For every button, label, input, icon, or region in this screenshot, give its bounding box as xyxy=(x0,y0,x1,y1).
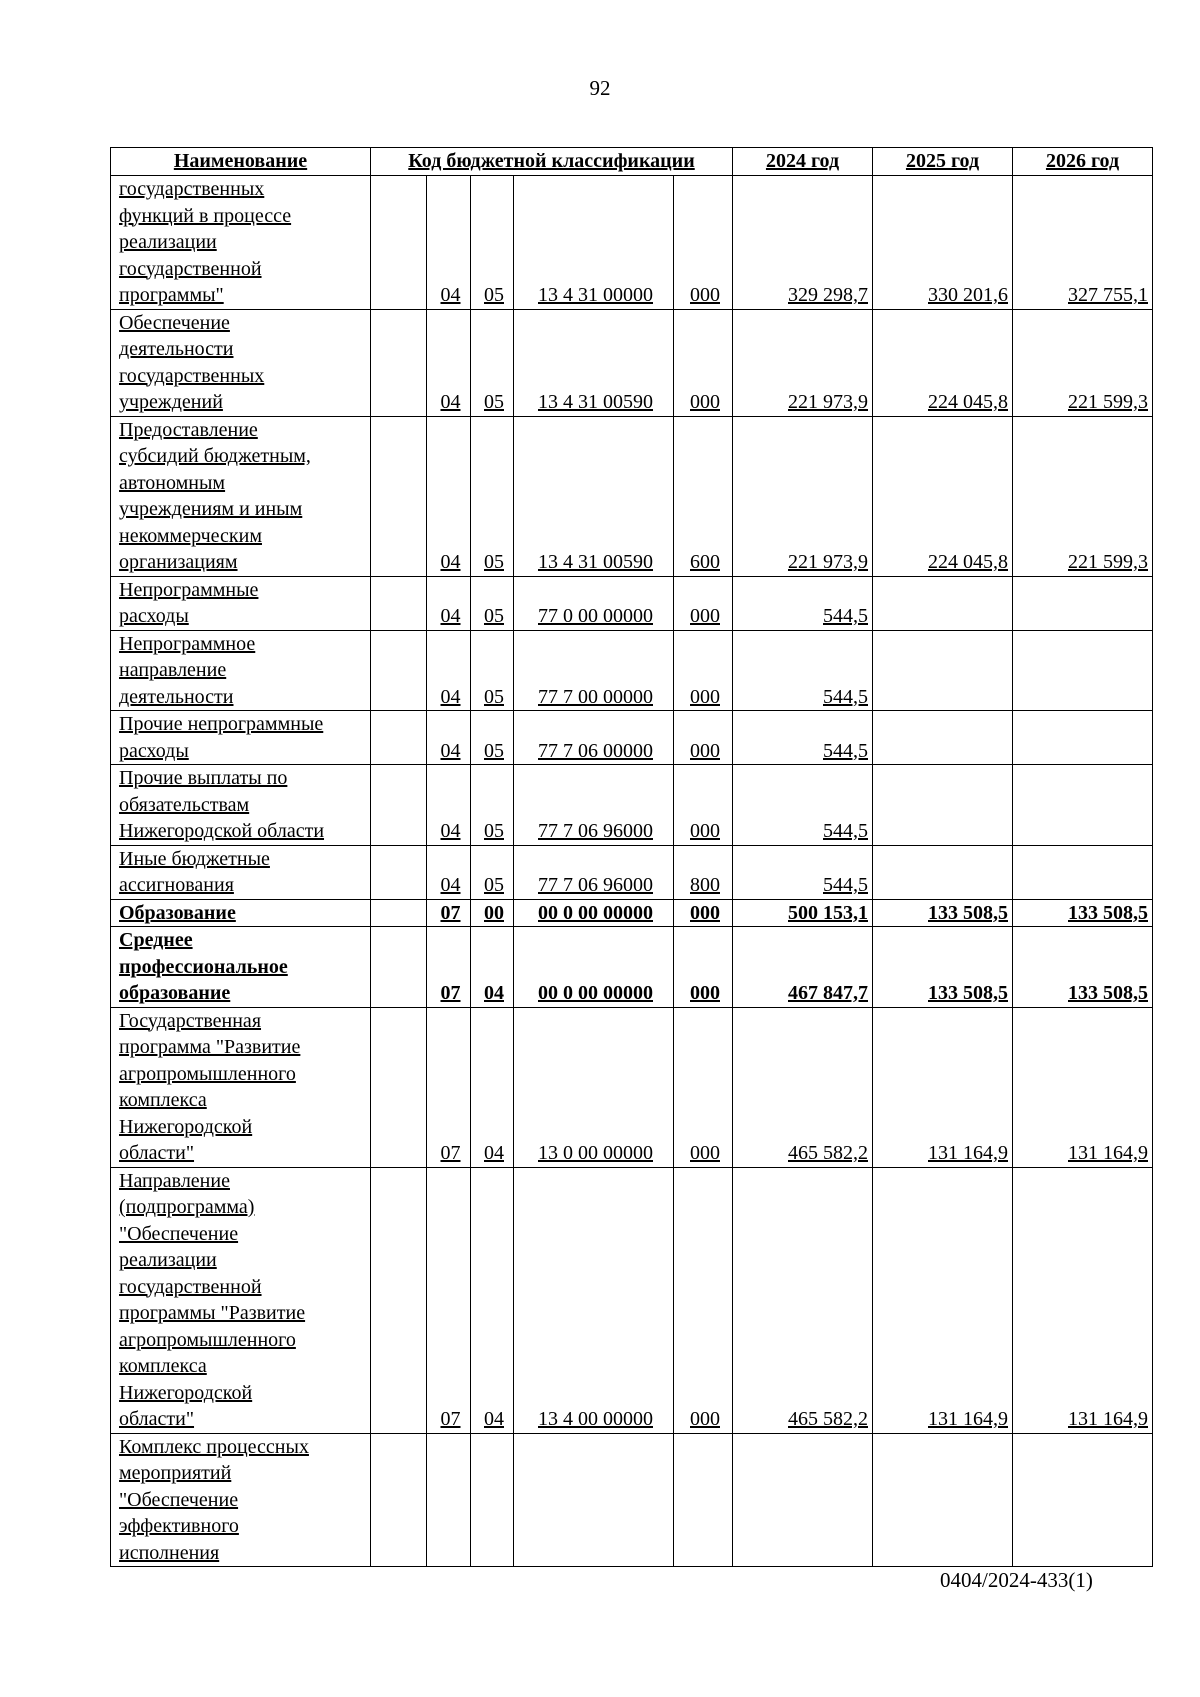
row-name-line: деятельности xyxy=(119,685,234,708)
row-name-line: Прочие выплаты по xyxy=(119,767,288,789)
row-name-line: (подпрограмма) xyxy=(119,1196,255,1218)
table-row xyxy=(111,711,1153,765)
row-name-line: Нижегородской xyxy=(119,1381,253,1404)
row-name xyxy=(111,176,371,310)
row-section: 04 xyxy=(427,630,471,711)
row-subsection: 04 xyxy=(471,1167,514,1433)
row-section: 07 xyxy=(427,1007,471,1167)
row-target-code: 13 4 31 00000 xyxy=(514,176,674,310)
row-value-2026 xyxy=(1013,1433,1153,1567)
budget-table xyxy=(110,147,1153,1567)
row-subsection: 00 xyxy=(471,899,514,927)
row-value-2024: 465 582,2 xyxy=(733,1007,873,1167)
row-name-line: Направление xyxy=(119,1169,230,1192)
header-name: Наименование xyxy=(111,148,371,176)
row-target-code: 77 0 00 00000 xyxy=(514,576,674,630)
row-expense-code: 000 xyxy=(674,927,733,1008)
row-name-line: государственной xyxy=(119,257,262,280)
row-name-line: профессиональное xyxy=(119,955,288,978)
row-target-code: 77 7 00 00000 xyxy=(514,630,674,711)
row-section: 07 xyxy=(427,1167,471,1433)
table-row xyxy=(111,1007,1153,1167)
row-name-line: Иные бюджетные xyxy=(119,847,270,870)
table-row xyxy=(111,765,1153,846)
row-empty-cell xyxy=(371,765,427,846)
row-name-line: ассигнования xyxy=(119,874,234,896)
row-name xyxy=(111,416,371,576)
row-empty-cell xyxy=(371,845,427,899)
row-subsection: 04 xyxy=(471,1007,514,1167)
row-expense-code: 000 xyxy=(674,899,733,927)
row-name-line: направление xyxy=(119,659,227,681)
row-subsection: 05 xyxy=(471,711,514,765)
row-section: 04 xyxy=(427,711,471,765)
row-empty-cell xyxy=(371,416,427,576)
row-name-line: образование xyxy=(119,982,231,1004)
row-value-2026 xyxy=(1013,576,1153,630)
row-value-2024: 329 298,7 xyxy=(733,176,873,310)
header-2025: 2025 год xyxy=(873,148,1013,176)
row-value-2025: 131 164,9 xyxy=(873,1007,1013,1167)
row-section: 07 xyxy=(427,899,471,927)
row-name xyxy=(111,765,371,846)
row-name-line: комплекса xyxy=(119,1355,207,1377)
row-subsection: 05 xyxy=(471,630,514,711)
row-section: 04 xyxy=(427,765,471,846)
row-name xyxy=(111,927,371,1008)
row-value-2025 xyxy=(873,1433,1013,1567)
table-row xyxy=(111,576,1153,630)
row-name xyxy=(111,845,371,899)
row-section: 04 xyxy=(427,845,471,899)
row-empty-cell xyxy=(371,711,427,765)
row-empty-cell xyxy=(371,576,427,630)
row-name-line: Образование xyxy=(119,901,236,924)
row-expense-code: 000 xyxy=(674,176,733,310)
row-subsection: 04 xyxy=(471,927,514,1008)
row-name-line: деятельности xyxy=(119,338,234,360)
row-name-line: государственных xyxy=(119,364,265,387)
row-empty-cell xyxy=(371,176,427,310)
row-value-2026: 131 164,9 xyxy=(1013,1167,1153,1433)
row-value-2024: 467 847,7 xyxy=(733,927,873,1008)
table-header-row xyxy=(111,148,1153,176)
row-value-2025: 131 164,9 xyxy=(873,1167,1013,1433)
row-name-line: государственной xyxy=(119,1275,262,1298)
row-value-2024: 221 973,9 xyxy=(733,309,873,416)
row-name-line: Предоставление xyxy=(119,418,258,441)
row-expense-code: 000 xyxy=(674,765,733,846)
table-row xyxy=(111,927,1153,1008)
row-name-line: государственных xyxy=(119,178,265,200)
row-name-line: автономным xyxy=(119,471,226,494)
row-name-line: "Обеспечение xyxy=(119,1222,239,1245)
row-empty-cell xyxy=(371,927,427,1008)
row-expense-code: 600 xyxy=(674,416,733,576)
row-value-2026: 221 599,3 xyxy=(1013,416,1153,576)
row-empty-cell xyxy=(371,899,427,927)
row-name-line: субсидий бюджетным, xyxy=(119,445,311,467)
row-name-line: Непрограммные xyxy=(119,578,259,601)
row-subsection: 05 xyxy=(471,309,514,416)
table-body xyxy=(111,176,1153,1567)
table-row xyxy=(111,899,1153,927)
row-name-line: Комплекс процессных xyxy=(119,1435,309,1458)
row-section: 04 xyxy=(427,416,471,576)
row-expense-code: 000 xyxy=(674,309,733,416)
row-name-line: "Обеспечение xyxy=(119,1488,239,1511)
row-target-code xyxy=(514,1433,674,1567)
row-subsection: 05 xyxy=(471,845,514,899)
row-value-2024: 544,5 xyxy=(733,845,873,899)
row-target-code: 77 7 06 00000 xyxy=(514,711,674,765)
row-value-2026: 133 508,5 xyxy=(1013,899,1153,927)
row-name-line: расходы xyxy=(119,605,189,627)
row-name-line: функций в процессе xyxy=(119,204,292,227)
row-empty-cell xyxy=(371,630,427,711)
row-value-2026 xyxy=(1013,711,1153,765)
row-value-2026 xyxy=(1013,765,1153,846)
row-name-line: области" xyxy=(119,1142,195,1164)
row-value-2026: 131 164,9 xyxy=(1013,1007,1153,1167)
row-value-2025: 224 045,8 xyxy=(873,416,1013,576)
row-expense-code: 000 xyxy=(674,630,733,711)
row-target-code: 00 0 00 00000 xyxy=(514,927,674,1008)
row-expense-code: 800 xyxy=(674,845,733,899)
row-expense-code: 000 xyxy=(674,711,733,765)
row-name-line: Государственная xyxy=(119,1009,262,1032)
row-expense-code: 000 xyxy=(674,576,733,630)
row-subsection: 05 xyxy=(471,765,514,846)
row-name-line: учреждений xyxy=(119,391,223,413)
document-id: 0404/2024-433(1) xyxy=(940,1568,1093,1592)
row-section: 04 xyxy=(427,309,471,416)
row-value-2024: 221 973,9 xyxy=(733,416,873,576)
row-name-line: реализации xyxy=(119,1249,217,1271)
row-subsection: 05 xyxy=(471,416,514,576)
row-section: 04 xyxy=(427,176,471,310)
header-2024: 2024 год xyxy=(733,148,873,176)
row-name-line: эффективного xyxy=(119,1515,239,1537)
table-row xyxy=(111,309,1153,416)
header-2026: 2026 год xyxy=(1013,148,1153,176)
header-code: Код бюджетной классификации xyxy=(371,148,733,176)
row-value-2025: 133 508,5 xyxy=(873,899,1013,927)
row-expense-code: 000 xyxy=(674,1167,733,1433)
row-name xyxy=(111,899,371,927)
row-target-code: 77 7 06 96000 xyxy=(514,765,674,846)
row-target-code: 13 0 00 00000 xyxy=(514,1007,674,1167)
row-empty-cell xyxy=(371,1167,427,1433)
row-value-2025 xyxy=(873,711,1013,765)
row-name-line: организациям xyxy=(119,551,238,573)
table-row xyxy=(111,176,1153,310)
row-name xyxy=(111,1433,371,1567)
row-name-line: Непрограммное xyxy=(119,632,256,655)
row-target-code: 13 4 31 00590 xyxy=(514,309,674,416)
row-name-line: агропромышленного xyxy=(119,1062,296,1085)
row-value-2026: 133 508,5 xyxy=(1013,927,1153,1008)
row-name-line: агропромышленного xyxy=(119,1328,296,1351)
row-empty-cell xyxy=(371,1433,427,1567)
row-name-line: комплекса xyxy=(119,1089,207,1111)
row-target-code: 13 4 31 00590 xyxy=(514,416,674,576)
table-row xyxy=(111,1433,1153,1567)
row-value-2025 xyxy=(873,576,1013,630)
page-number: 92 xyxy=(589,76,611,100)
row-target-code: 13 4 00 00000 xyxy=(514,1167,674,1433)
row-section: 07 xyxy=(427,927,471,1008)
row-value-2025: 330 201,6 xyxy=(873,176,1013,310)
row-name-line: расходы xyxy=(119,739,189,762)
row-value-2024 xyxy=(733,1433,873,1567)
row-section: 04 xyxy=(427,576,471,630)
row-name xyxy=(111,630,371,711)
row-subsection: 05 xyxy=(471,176,514,310)
row-value-2025 xyxy=(873,845,1013,899)
row-name xyxy=(111,1167,371,1433)
row-name-line: программы" xyxy=(119,284,224,306)
row-name-line: программы "Развитие xyxy=(119,1302,306,1324)
table-row xyxy=(111,630,1153,711)
row-empty-cell xyxy=(371,309,427,416)
row-value-2026 xyxy=(1013,845,1153,899)
row-value-2024: 544,5 xyxy=(733,711,873,765)
row-value-2025: 133 508,5 xyxy=(873,927,1013,1008)
row-expense-code: 000 xyxy=(674,1007,733,1167)
row-value-2024: 544,5 xyxy=(733,765,873,846)
row-name-line: Нижегородской области xyxy=(119,820,325,842)
row-name-line: Прочие непрограммные xyxy=(119,713,324,735)
row-value-2026 xyxy=(1013,630,1153,711)
table-row xyxy=(111,1167,1153,1433)
row-value-2026: 221 599,3 xyxy=(1013,309,1153,416)
row-target-code: 00 0 00 00000 xyxy=(514,899,674,927)
row-name-line: мероприятий xyxy=(119,1462,232,1484)
row-target-code: 77 7 06 96000 xyxy=(514,845,674,899)
row-value-2024: 544,5 xyxy=(733,630,873,711)
row-empty-cell xyxy=(371,1007,427,1167)
row-name-line: некоммерческим xyxy=(119,524,262,547)
row-value-2025 xyxy=(873,765,1013,846)
row-subsection xyxy=(471,1433,514,1567)
row-value-2026: 327 755,1 xyxy=(1013,176,1153,310)
row-value-2024: 465 582,2 xyxy=(733,1167,873,1433)
row-name xyxy=(111,576,371,630)
row-value-2024: 544,5 xyxy=(733,576,873,630)
row-name xyxy=(111,711,371,765)
row-name-line: области" xyxy=(119,1408,195,1430)
row-name-line: обязательствам xyxy=(119,793,250,816)
row-name xyxy=(111,309,371,416)
row-section xyxy=(427,1433,471,1567)
row-value-2025 xyxy=(873,630,1013,711)
row-name-line: учреждениям и иным xyxy=(119,498,303,520)
row-value-2024: 500 153,1 xyxy=(733,899,873,927)
row-name xyxy=(111,1007,371,1167)
table-row xyxy=(111,845,1153,899)
table-row xyxy=(111,416,1153,576)
row-name-line: Среднее xyxy=(119,929,193,951)
row-name-line: программа "Развитие xyxy=(119,1036,301,1058)
row-expense-code xyxy=(674,1433,733,1567)
row-name-line: реализации xyxy=(119,231,217,253)
row-value-2025: 224 045,8 xyxy=(873,309,1013,416)
row-subsection: 05 xyxy=(471,576,514,630)
row-name-line: Обеспечение xyxy=(119,311,230,334)
row-name-line: исполнения xyxy=(119,1541,220,1564)
row-name-line: Нижегородской xyxy=(119,1115,253,1138)
